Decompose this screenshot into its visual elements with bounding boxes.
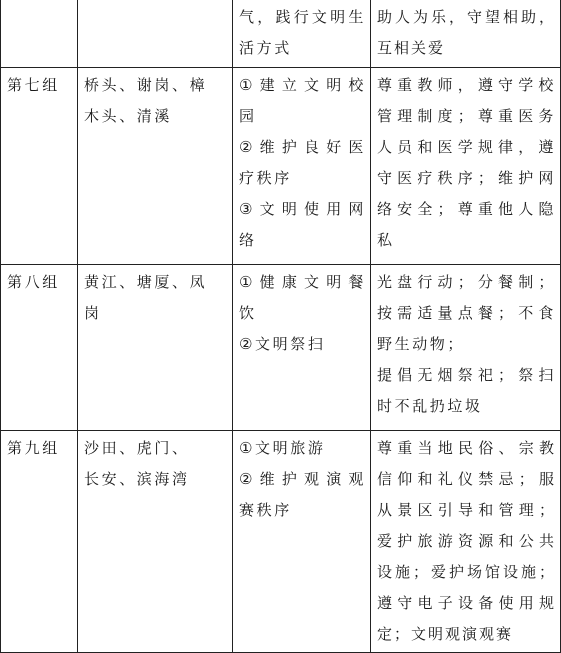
area-line: 黄江、塘厦、凤 xyxy=(84,273,208,291)
activity-line: ②文明祭扫 xyxy=(239,335,326,353)
requirement-line: 人员和医学规律，遵 xyxy=(377,138,556,156)
activity-line: 赛秩序 xyxy=(239,501,292,519)
requirement-line: 络安全；尊重他人隐 xyxy=(377,200,556,218)
areas-cell xyxy=(78,265,233,431)
activities-cell xyxy=(233,265,371,431)
requirement-line: 私 xyxy=(377,231,395,249)
group-cell xyxy=(1,265,78,431)
requirement-line: 助人为乐，守望相助， xyxy=(377,8,556,26)
group-name: 第八组 xyxy=(7,273,60,291)
activities-cell xyxy=(233,0,371,68)
area-line: 桥头、谢岗、樟 xyxy=(84,76,208,94)
table-row xyxy=(1,264,561,431)
activity-line: 气，践行文明生 xyxy=(239,8,366,26)
requirement-line: 遵守电子设备使用规 xyxy=(377,594,556,612)
group-name: 第七组 xyxy=(7,76,60,94)
requirement-line: 时不乱扔垃圾 xyxy=(377,397,483,415)
area-line: 岗 xyxy=(84,304,102,322)
activity-line: 活方式 xyxy=(239,39,292,57)
areas-cell xyxy=(78,431,233,653)
activity-line: ③文明使用网 xyxy=(239,200,366,218)
table-row xyxy=(1,0,561,68)
requirement-line: 互相关爱 xyxy=(377,39,446,57)
requirements-cell xyxy=(371,265,561,431)
activity-line: 疗秩序 xyxy=(239,169,292,187)
requirements-cell xyxy=(371,431,561,653)
requirement-line: 信仰和礼仪禁忌；服 xyxy=(377,470,556,488)
requirement-line: 尊重当地民俗、宗教 xyxy=(377,439,556,457)
activity-line: 络 xyxy=(239,231,257,249)
requirement-line: 提倡无烟祭祀；祭扫 xyxy=(377,366,556,384)
area-line: 沙田、虎门、 xyxy=(84,439,190,457)
requirement-line: 爱护旅游资源和公共 xyxy=(377,532,556,550)
group-cell xyxy=(1,68,78,265)
activity-line: ②维护观演观 xyxy=(239,470,366,488)
requirements-cell xyxy=(371,0,561,68)
requirement-line: 守医疗秩序；维护网 xyxy=(377,169,556,187)
requirements-cell xyxy=(371,68,561,265)
table-row xyxy=(1,67,561,265)
area-line: 木头、清溪 xyxy=(84,107,173,125)
activity-line: ①建立文明校 xyxy=(239,76,366,94)
requirement-line: 设施；爱护场馆设施； xyxy=(377,563,556,581)
requirement-line: 管理制度；尊重医务 xyxy=(377,107,556,125)
requirement-line: 定；文明观演观赛 xyxy=(377,625,514,643)
group-cell xyxy=(1,0,78,68)
activity-line: ①健康文明餐 xyxy=(239,273,366,291)
activity-line: ①文明旅游 xyxy=(239,439,326,457)
activity-line: 园 xyxy=(239,107,257,125)
requirement-line: 野生动物； xyxy=(377,335,466,353)
area-line: 长安、滨海湾 xyxy=(84,470,190,488)
areas-cell xyxy=(78,0,233,68)
requirement-line: 从景区引导和管理； xyxy=(377,501,556,519)
activity-line: ②维护良好医 xyxy=(239,138,366,156)
areas-cell xyxy=(78,68,233,265)
group-name: 第九组 xyxy=(7,439,60,457)
requirement-line: 按需适量点餐；不食 xyxy=(377,304,556,322)
requirement-line: 光盘行动；分餐制； xyxy=(377,273,556,291)
activity-line: 饮 xyxy=(239,304,257,322)
activities-cell xyxy=(233,431,371,653)
requirement-line: 尊重教师，遵守学校 xyxy=(377,76,556,94)
table-row xyxy=(1,430,561,653)
activities-cell xyxy=(233,68,371,265)
group-cell xyxy=(1,431,78,653)
